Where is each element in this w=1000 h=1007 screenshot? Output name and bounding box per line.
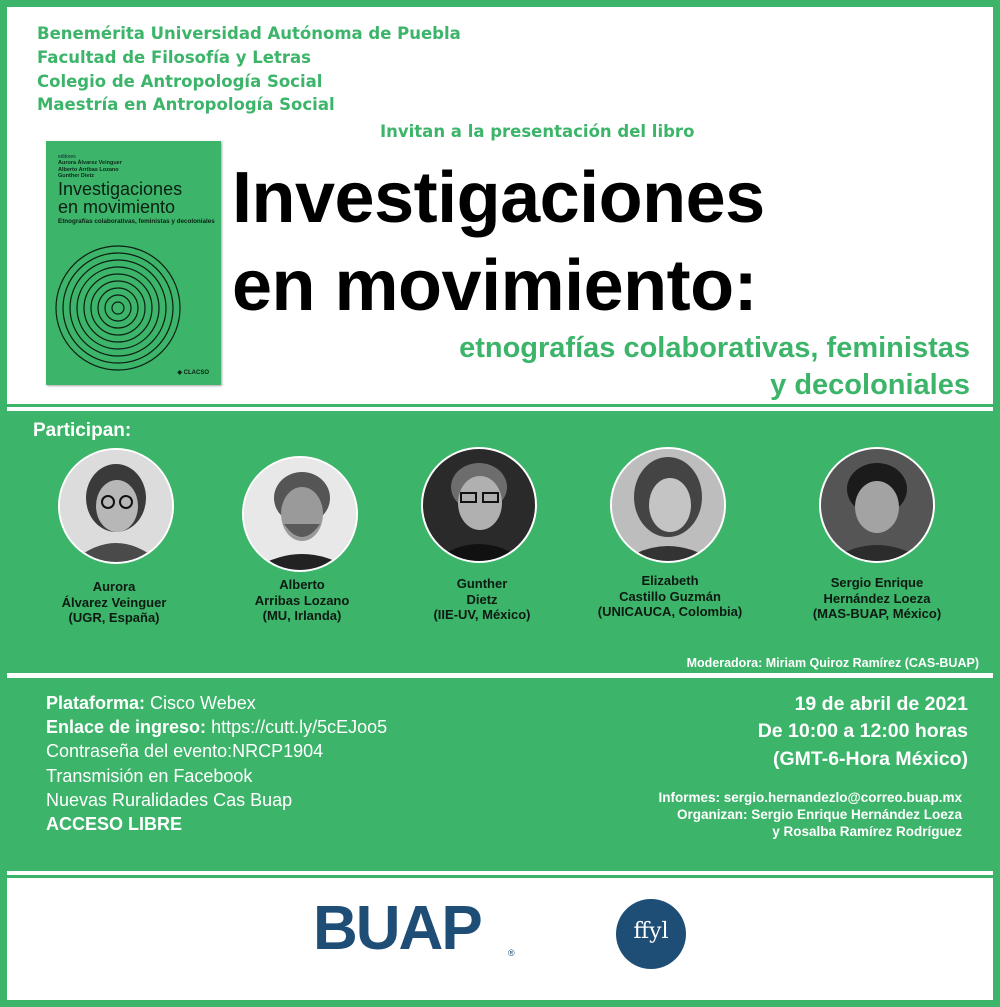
- publisher-name: CLACSO: [183, 370, 209, 376]
- free-access-label: ACCESO LIBRE: [46, 814, 183, 834]
- avatar: [58, 448, 174, 564]
- participant-affiliation: (MU, Irlanda): [262, 608, 342, 623]
- buap-logo: BUAP: [313, 894, 481, 963]
- participant-affiliation: (MAS-BUAP, México): [812, 606, 942, 621]
- ffyl-logo: ffyl: [616, 899, 686, 969]
- participant-name: [382, 576, 582, 623]
- participant-affiliation: (UNICAUCA, Colombia): [597, 604, 743, 619]
- book-title-line: en movimiento: [58, 197, 176, 217]
- divider-bottom: [0, 875, 1000, 878]
- institution-masters: Maestría en Antropología Social: [37, 95, 335, 114]
- book-title-line: Investigaciones: [58, 179, 183, 199]
- link-line: [46, 717, 387, 738]
- participant-name: [570, 573, 770, 620]
- event-link[interactable]: https://cutt.ly/5cEJoo5: [206, 717, 388, 737]
- book-cover: [46, 141, 221, 385]
- participant-first-name: Gunther: [456, 576, 508, 591]
- divider-top: [0, 404, 1000, 407]
- event-time: De 10:00 a 12:00 horas: [757, 720, 968, 742]
- main-title-line2: en movimiento:: [232, 246, 758, 326]
- frame-right: [993, 0, 1000, 1007]
- participant-first-name: Aurora: [92, 579, 136, 594]
- avatar: [610, 447, 726, 563]
- invite-text: Invitan a la presentación del libro: [380, 122, 695, 141]
- book-editors: [58, 160, 122, 180]
- free-access: [46, 814, 182, 835]
- book-subtitle: Etnografías colaborativas, feministas y decoloniales: [58, 218, 215, 225]
- participant-name: [14, 579, 214, 626]
- institution-university: Benemérita Universidad Autónoma de Puebla: [37, 24, 461, 43]
- institution-college: Colegio de Antropología Social: [37, 72, 323, 91]
- participant-last-name: Dietz: [466, 591, 498, 607]
- institution-faculty: Facultad de Filosofía y Letras: [37, 48, 311, 67]
- registered-mark: ®: [508, 948, 515, 958]
- concentric-circles-graphic: [46, 226, 221, 376]
- participant-first-name: Alberto: [279, 577, 325, 592]
- participant-name: [202, 577, 402, 624]
- participant-first-name: Elizabeth: [641, 573, 699, 588]
- participant-last-name: Arribas Lozano: [254, 592, 350, 608]
- event-timezone: (GMT-6-Hora México): [772, 748, 968, 770]
- main-title-line1: Investigaciones: [232, 158, 765, 238]
- platform-line: [46, 693, 256, 714]
- participant-last-name: Castillo Guzmán: [619, 588, 721, 604]
- organizers-line1: Organizan: Sergio Enrique Hernández Loeza: [676, 807, 962, 822]
- book-title: [58, 180, 182, 216]
- frame-left: [0, 0, 7, 1007]
- avatar: [819, 447, 935, 563]
- frame-top: [0, 0, 1000, 7]
- book-editor: Aurora Álvarez Veinguer: [58, 160, 122, 166]
- event-date: 19 de abril de 2021: [794, 693, 968, 715]
- platform-label: Plataforma:: [46, 693, 146, 713]
- moderator-text: Moderadora: Miriam Quiroz Ramírez (CAS-BUAP): [686, 656, 979, 670]
- participant-last-name: Hernández Loeza: [823, 590, 931, 606]
- participant-affiliation: (IIE-UV, México): [433, 607, 531, 622]
- book-editors-label: editores: [58, 154, 76, 160]
- platform-value: Cisco Webex: [145, 693, 256, 713]
- avatar: [421, 447, 537, 563]
- participants-label: Participan:: [33, 420, 132, 441]
- avatar: [242, 456, 358, 572]
- frame-bottom: [0, 1000, 1000, 1007]
- participant-last-name: Álvarez Veinguer: [61, 594, 167, 610]
- participant-affiliation: (UGR, España): [68, 610, 160, 625]
- facebook-page: Nuevas Ruralidades Cas Buap: [46, 790, 293, 810]
- password-line: Contraseña del evento:NRCP1904: [46, 741, 324, 761]
- participant-name: [777, 575, 977, 622]
- link-label: Enlace de ingreso:: [46, 717, 207, 737]
- contact-email: Informes: sergio.hernandezlo@correo.buap.mx: [658, 790, 962, 805]
- facebook-line: Transmisión en Facebook: [46, 766, 253, 786]
- participant-first-name: Sergio Enrique: [830, 575, 924, 590]
- subtitle-line1: etnografías colaborativas, feministas: [459, 332, 970, 364]
- publisher-logo: ◆ CLACSO: [177, 370, 209, 376]
- organizers-line2: y Rosalba Ramírez Rodríguez: [772, 824, 962, 839]
- book-editor: Alberto Arribas Lozano: [58, 166, 119, 173]
- subtitle-line2: y decoloniales: [770, 369, 970, 401]
- book-editor: Gunther Dietz: [58, 173, 95, 179]
